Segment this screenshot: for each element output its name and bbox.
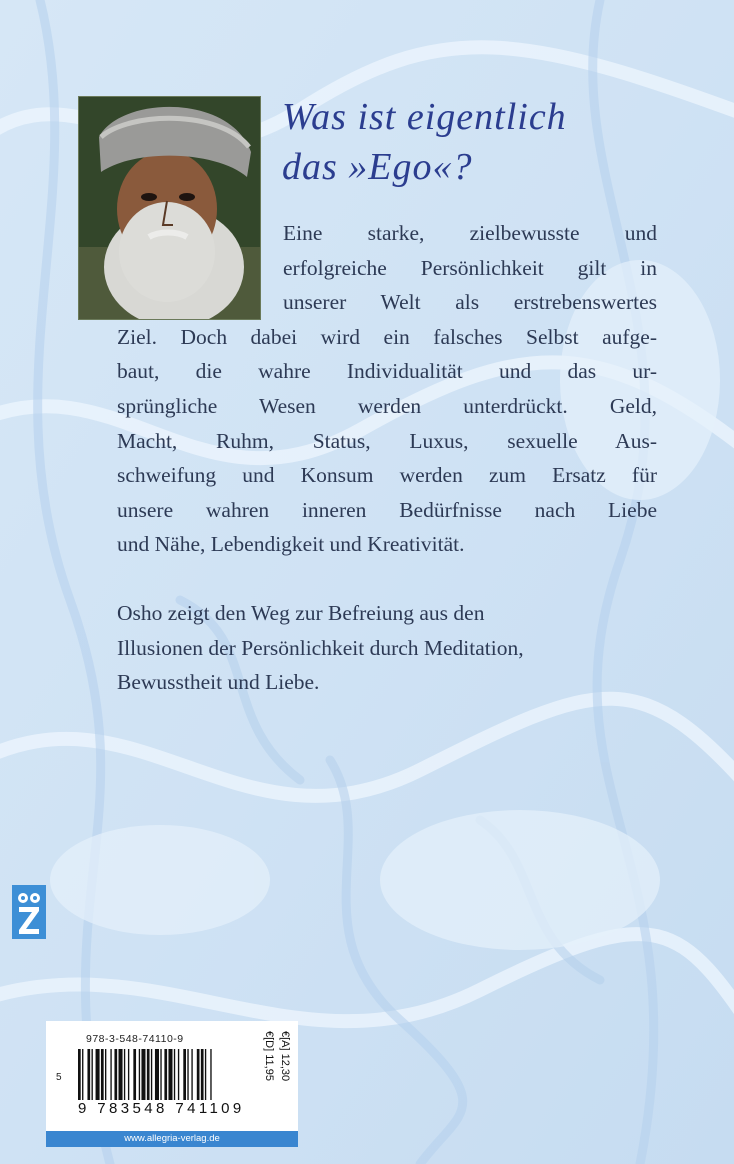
barcode-digits: 9 783548 741109 — [78, 1100, 254, 1117]
price-block — [259, 1031, 293, 1115]
text-line: und Nähe, Lebendigkeit und Kreativität. — [117, 532, 465, 557]
text-line: sprüngliche Wesen werden unterdrückt. Geld, — [117, 393, 657, 418]
text-line: erfolgreiche Persönlichkeit gilt in — [283, 255, 657, 280]
heading-line-1: Was ist eigentlich — [282, 96, 567, 138]
owl-logo-icon — [12, 885, 46, 939]
text-line: Eine starke, zielbewusste und — [283, 221, 657, 245]
text-line: baut, die wahre Individualität und das ur- — [117, 359, 657, 384]
text-line: Macht, Ruhm, Status, Luxus, sexuelle Aus- — [117, 428, 657, 453]
paragraph-1 — [117, 216, 657, 562]
barcode-label — [46, 1021, 298, 1131]
text-line: unserer Welt als erstrebenswertes — [283, 290, 657, 315]
price-austria: €[A] 12,30 — [279, 1031, 291, 1082]
text-line: unsere wahren inneren Bedürfnisse nach Liebe — [117, 497, 657, 522]
text-line: Osho zeigt den Weg zur Befreiung aus den — [117, 600, 485, 625]
text-line: Ziel. Doch dabei wird ein falsches Selbst aufge- — [117, 324, 657, 349]
text-line: Bewusstheit und Liebe. — [117, 670, 320, 695]
text-line: schweifung und Konsum werden zum Ersatz für — [117, 463, 657, 488]
add-on-digit: 5 — [56, 1072, 62, 1083]
heading-line-2: das »Ego«? — [282, 146, 473, 188]
price-germany: €[D] 11,95 — [263, 1031, 275, 1081]
blurb-text — [117, 216, 657, 700]
text-line: Illusionen der Persönlichkeit durch Meditation, — [117, 635, 524, 660]
paragraph-2 — [117, 596, 657, 700]
isbn-text: 978-3-548-74110-9 — [86, 1033, 184, 1045]
heading — [282, 92, 702, 192]
publisher-url: www.allegria-verlag.de — [46, 1131, 298, 1147]
